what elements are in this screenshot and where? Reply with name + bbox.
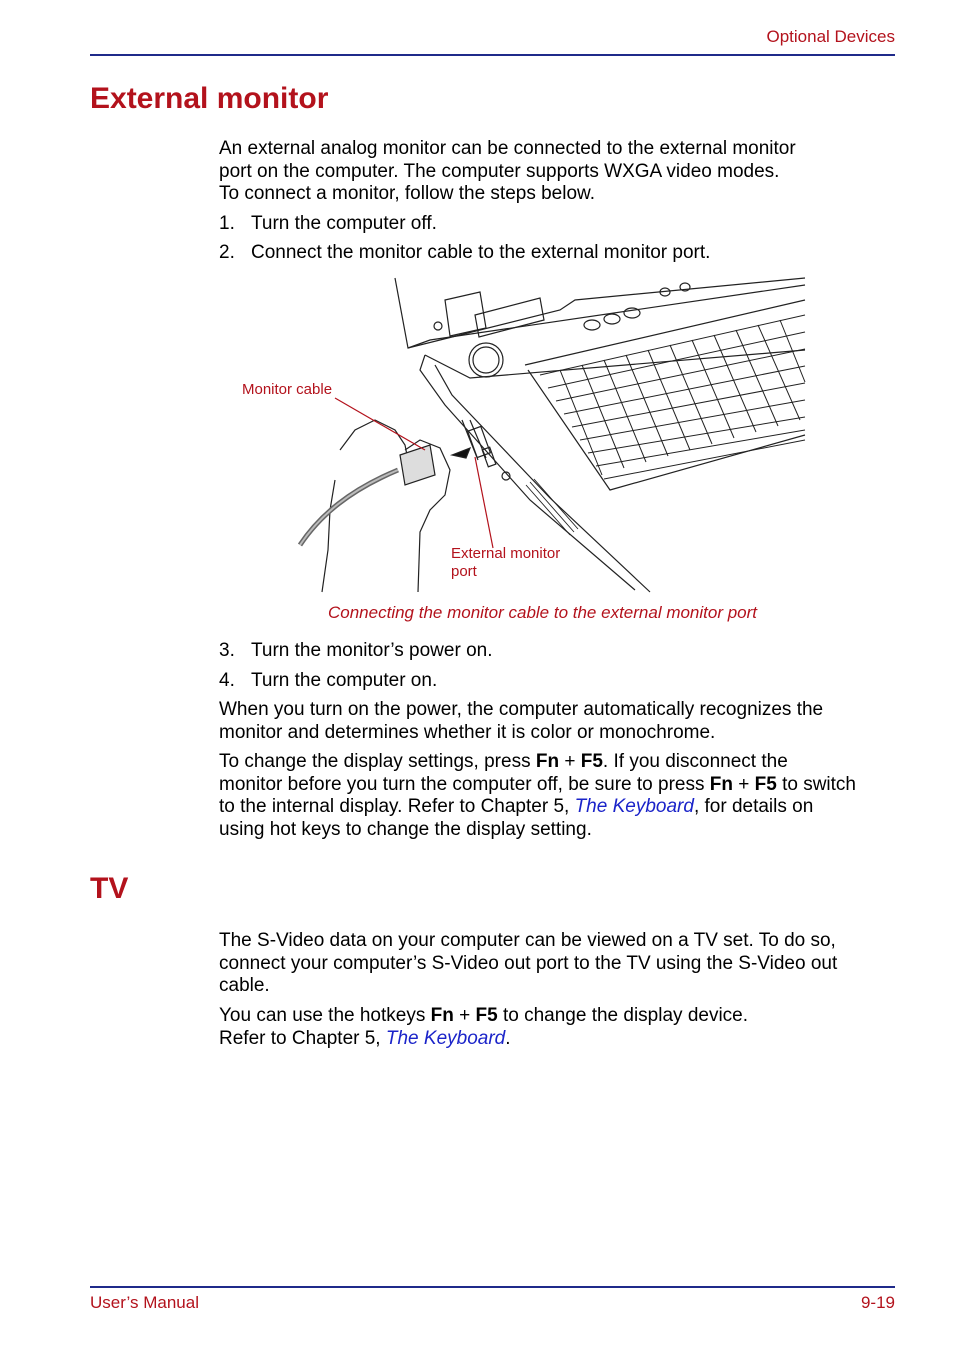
paragraph-line [219,1028,899,1051]
footer-rule [90,1286,895,1288]
vent-grille [526,479,578,535]
paragraph-line: cable. [219,975,270,996]
keyboard-outline [525,300,805,490]
paragraph-line [219,1005,899,1028]
insert-arrow-icon [452,448,470,458]
intro-line: port on the computer. The computer supports WXGA video modes. [219,160,780,182]
plus-sign: + [732,773,755,795]
keyboard-chapter-link[interactable]: The Keyboard [574,796,694,817]
step-number: 2. [219,242,235,263]
paragraph-line: When you turn on the power, the computer automatically recognizes the [219,699,824,720]
svideo-paragraph [219,930,899,998]
section-heading-external-monitor: External monitor [90,82,329,115]
step-number: 1. [219,213,235,234]
text-span: , for details on [693,796,814,817]
lid-latch [475,298,544,337]
intro-paragraph [219,138,899,206]
step-number: 4. [219,670,235,691]
vga-connector [400,445,435,485]
laptop-lid [395,278,805,348]
callout-line: port [451,563,477,580]
step-text: Turn the computer off. [251,213,437,234]
running-header: Optional Devices [766,27,895,46]
paragraph-line [219,751,899,774]
callout-line-port [475,457,493,548]
key-f5: F5 [475,1005,498,1026]
text-span: To change the display settings, press [219,751,536,772]
text-span: to change the display device. [497,1005,749,1026]
text-span: . If you disconnect the [602,751,788,772]
paragraph-line: The S-Video data on your computer can be viewed on a TV set. To do so, [219,930,836,951]
text-span: . [505,1027,511,1049]
paragraph-line [219,796,899,819]
hotkeys-paragraph [219,1005,899,1050]
monitor-cable [300,470,398,545]
key-f5: F5 [580,751,603,772]
footer-manual-title: User’s Manual [90,1293,199,1312]
text-span: You can use the hotkeys [219,1005,431,1026]
button-icon [604,314,620,324]
text-span: to the internal display. Refer to Chapter 5, [219,796,575,817]
hand-outline [322,420,450,592]
speaker-icon [469,343,503,377]
plus-sign: + [453,1005,476,1026]
callout-line-cable [335,398,425,450]
callout-line: External monitor [451,545,561,562]
text-span: monitor before you turn the computer off, be sure to press [219,773,710,795]
plus-sign: + [559,751,581,772]
display-settings-paragraph [219,751,899,841]
step-text: Connect the monitor cable to the external monitor port. [251,242,711,263]
text-span: Refer to Chapter 5, [219,1027,386,1049]
intro-line: An external analog monitor can be connected to the external monitor [219,138,796,159]
page-number: 9-19 [860,1293,895,1312]
keyboard-keys [540,315,805,479]
intro-line: To connect a monitor, follow the steps below. [219,183,595,204]
callout-monitor-cable: Monitor cable [242,381,333,398]
key-fn: Fn [430,1005,454,1026]
speaker-icon [473,347,499,373]
section-heading-tv: TV [90,872,129,905]
keyboard-chapter-link[interactable]: The Keyboard [385,1027,506,1049]
figure-caption: Connecting the monitor cable to the external monitor port [328,603,758,622]
text-span: to switch [776,773,857,795]
button-icon [584,320,600,330]
key-fn: Fn [535,751,560,772]
header-rule [90,54,895,56]
step-text: Turn the computer on. [251,670,438,691]
paragraph-line: connect your computer’s S-Video out port to the TV using the S-Video out [219,952,838,974]
button-icon [624,308,640,318]
auto-recognize-paragraph [219,699,899,744]
paragraph-line: using hot keys to change the display setting. [219,818,592,840]
screw-icon [434,322,442,330]
step-text: Turn the monitor’s power on. [251,640,493,661]
callout-external-monitor-port [451,545,560,581]
monitor-cable-highlight [300,470,398,545]
paragraph-line: monitor and determines whether it is color or monochrome. [219,721,716,743]
paragraph-line [219,774,899,797]
key-fn: Fn [709,773,733,795]
step-number: 3. [219,640,235,661]
key-f5: F5 [754,773,777,795]
